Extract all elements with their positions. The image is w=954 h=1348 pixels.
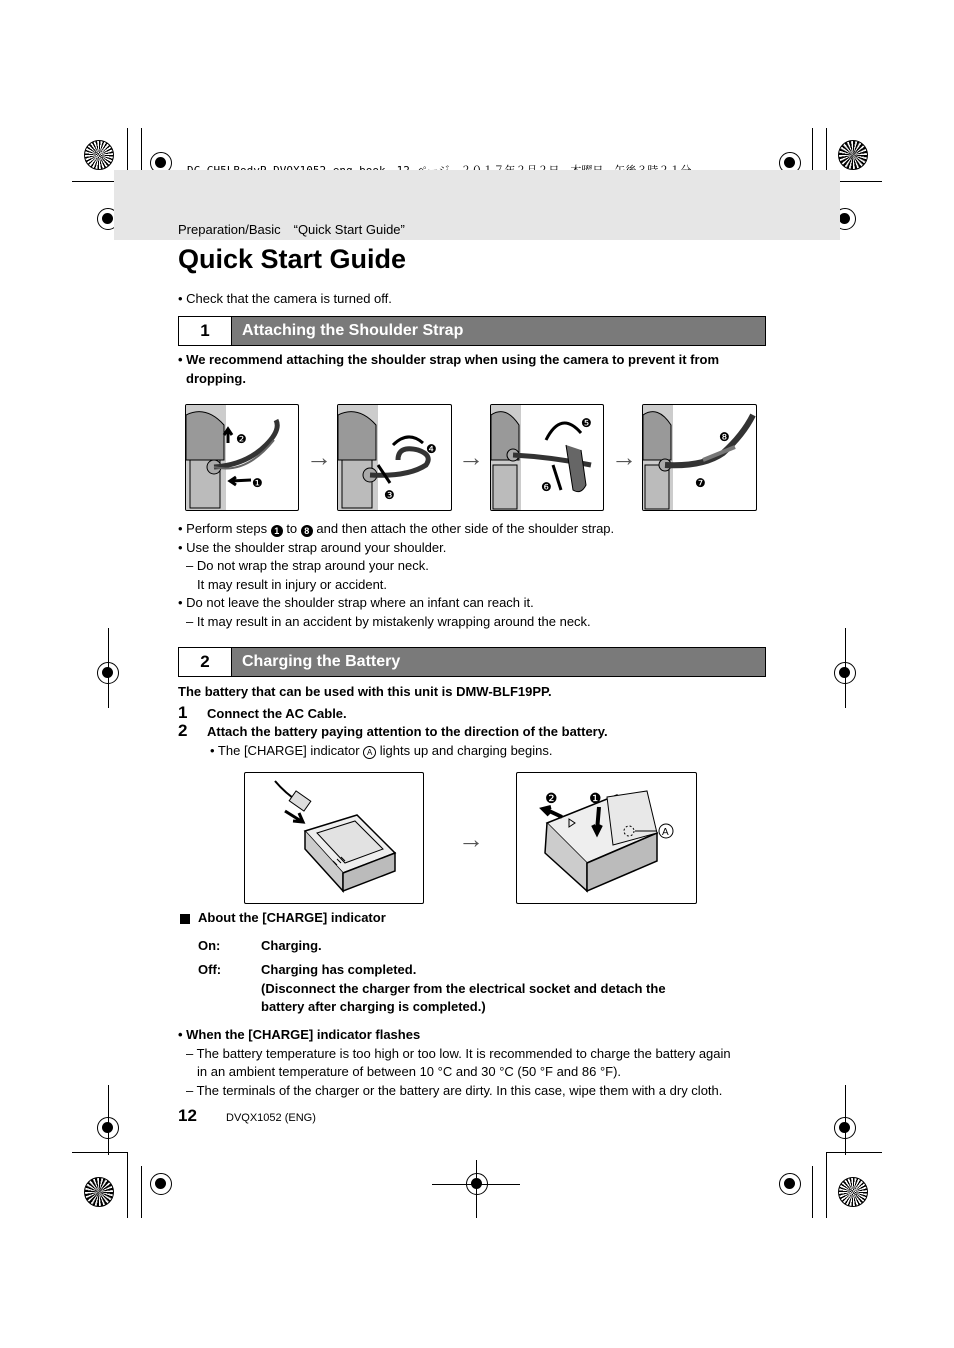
section-title: Charging the Battery (242, 653, 401, 670)
intro-text: • Check that the camera is turned off. (178, 291, 392, 306)
step-label: ❼ (695, 476, 706, 490)
step-text: Connect the AC Cable. (207, 706, 347, 721)
step-label: ❶ (252, 476, 263, 490)
section-1-header (178, 316, 766, 346)
flash-heading: • When the [CHARGE] indicator flashes (178, 1027, 421, 1042)
strap-dash-cont: It may result in injury or accident. (197, 577, 388, 592)
breadcrumb: Preparation/Basic “Quick Start Guide” (178, 222, 405, 237)
battery-model-text: The battery that can be used with this unit is DMW-BLF19PP. (178, 684, 552, 699)
strap-figure-2 (337, 404, 452, 511)
step-number-badge: 8 (301, 525, 313, 537)
next-arrow-icon: → (458, 824, 484, 854)
section-number: 1 (179, 317, 232, 345)
off-text-cont: (Disconnect the charger from the electrical socket and detach the (261, 981, 666, 996)
flash-note-cont: in an ambient temperature of between 10 °C and 30 °C (50 °F and 86 °F). (197, 1064, 622, 1079)
step-label: ❽ (719, 430, 730, 444)
step-label: ❹ (426, 442, 437, 456)
step-label: ❶ (589, 790, 602, 806)
on-label: On: (198, 938, 221, 953)
step-number-badge: 1 (271, 525, 283, 537)
square-bullet-icon (180, 914, 190, 924)
step-text: Attach the battery paying attention to the direction of the battery. (207, 724, 608, 739)
section-number: 2 (179, 648, 232, 676)
step-number: 2 (178, 721, 188, 740)
strap-steps-text: • Perform steps 1 to 8 and then attach the other side of the shoulder strap. (178, 521, 615, 536)
registration-rose-icon (84, 1177, 114, 1207)
about-indicator-heading: About the [CHARGE] indicator (198, 910, 386, 925)
camera-strap-illustration (186, 405, 299, 511)
section-2-header (178, 647, 766, 677)
page-title: Quick Start Guide (178, 244, 407, 274)
next-arrow-icon: → (458, 442, 484, 472)
step-label: ❻ (541, 480, 552, 494)
off-text: Charging has completed. (261, 962, 417, 977)
strap-bullet: • Do not leave the shoulder strap where an infant can reach it. (178, 595, 534, 610)
crosshair-icon (150, 1173, 172, 1195)
flash-note: – The battery temperature is too high or too low. It is recommended to charge the battery again (186, 1046, 731, 1061)
callout-a-label: A (662, 827, 669, 838)
step-label: ❸ (384, 488, 395, 502)
crosshair-icon (779, 1173, 801, 1195)
strap-bullet: • Use the shoulder strap around your shoulder. (178, 540, 447, 555)
camera-strap-illustration (491, 405, 604, 511)
recommend-text: • We recommend attaching the shoulder strap when using the camera to prevent it from (178, 352, 720, 367)
next-arrow-icon: → (306, 442, 332, 472)
strap-dash: – It may result in an accident by mistakenly wrapping around the neck. (186, 614, 591, 629)
doc-code: DVQX1052 (ENG) (226, 1112, 316, 1124)
strap-figure-1 (185, 404, 299, 511)
strap-dash: – Do not wrap the strap around your neck. (186, 558, 429, 573)
step-label: ❷ (545, 790, 558, 806)
off-text-cont: battery after charging is completed.) (261, 999, 486, 1014)
step-number: 1 (178, 703, 188, 722)
camera-strap-illustration (643, 405, 757, 511)
page-number: 12 (178, 1106, 197, 1125)
camera-strap-illustration (338, 405, 452, 511)
strap-figure-4 (642, 404, 757, 511)
next-arrow-icon: → (611, 442, 637, 472)
charger-battery-illustration (517, 773, 697, 904)
step-label: ❺ (581, 416, 592, 430)
registration-rose-icon (838, 1177, 868, 1207)
flash-note: – The terminals of the charger or the battery are dirty. In this case, wipe them with a dry cloth. (186, 1083, 723, 1098)
indicator-note: • The [CHARGE] indicator A lights up and charging begins. (210, 743, 553, 758)
charger-figure-2 (516, 772, 697, 904)
section-title: Attaching the Shoulder Strap (242, 322, 464, 339)
callout-a-icon: A (363, 746, 376, 759)
charger-figure-1 (244, 772, 424, 904)
charger-cable-illustration (245, 773, 424, 904)
strap-figure-3 (490, 404, 604, 511)
registration-rose-icon (838, 140, 868, 170)
recommend-text-cont: dropping. (186, 371, 246, 386)
registration-rose-icon (84, 140, 114, 170)
off-label: Off: (198, 962, 222, 977)
on-text: Charging. (261, 938, 322, 953)
step-label: ❷ (236, 432, 247, 446)
